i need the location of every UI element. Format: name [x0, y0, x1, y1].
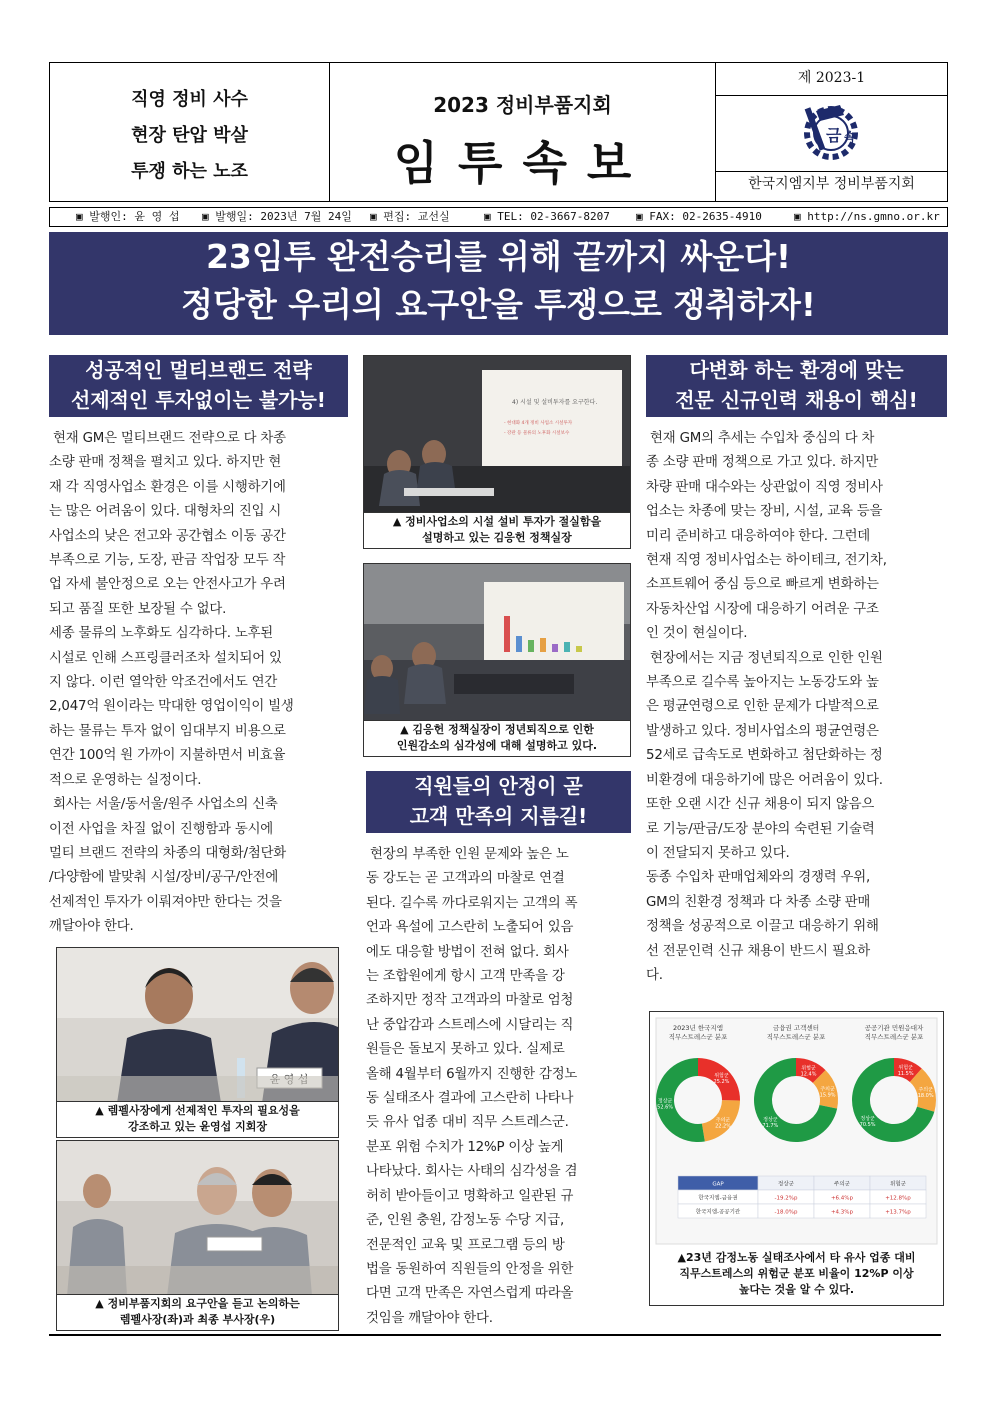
text-line: 자동차산업 시장에 대응하기 어려운 구조 — [646, 601, 879, 617]
segment-value: 25.2% — [713, 1078, 730, 1085]
text-line: 원들은 돌보지 못하고 있다. 실제로 — [366, 1042, 565, 1058]
text-line: 부족으로 기능, 도장, 판금 작업장 모두 작 — [49, 553, 286, 569]
text-line: 현장의 부족한 인원 문제와 높은 노 — [366, 847, 569, 862]
slide-1-title: 4) 시설 및 설비투자를 요구한다. — [512, 399, 598, 406]
info-bar — [49, 207, 948, 227]
segment-value: 70.5% — [859, 1121, 876, 1128]
segment-label: 위험군 — [714, 1072, 729, 1079]
bottom-rule — [49, 1334, 941, 1336]
text-line: 나타났다. 회사는 사태의 심각성을 겸 — [366, 1164, 578, 1180]
text-line: 차량 판매 대수와는 상관없이 직영 정비사 — [646, 479, 883, 495]
text-line: 언과 욕설에 고스란히 노출되어 있음 — [366, 920, 574, 936]
caption-4-line-2: 렘펠사장(좌)과 최종 부사장(우) — [119, 1313, 276, 1326]
gap-table-cell: 한국지엠-금융권 — [698, 1195, 738, 1202]
website-link[interactable]: http://ns.gmno.or.kr — [807, 210, 940, 223]
text-line: 인 것이 현실이다. — [646, 626, 748, 642]
text-line: 미리 준비하고 대응하여야 한다. 그런데 — [646, 528, 871, 544]
text-line: 부족으로 길수록 높아지는 노동강도와 높 — [646, 675, 879, 691]
text-line: 는 많은 어려움이 있다. 대형차의 진입 시 — [49, 504, 282, 520]
photo-caption-2 — [363, 721, 631, 757]
segment-label: 주의군 — [918, 1086, 933, 1093]
masthead — [49, 62, 948, 202]
text-line: 조하지만 정작 고객과의 마찰로 엄청 — [366, 993, 574, 1009]
text-line: 멀티 브랜드 전략의 차종의 대형화/첨단화 — [49, 845, 287, 861]
middle-article-body — [366, 843, 631, 1331]
title-box — [330, 63, 715, 201]
segment-label: 주의군 — [820, 1086, 835, 1093]
slide-1-bullet-1: - 현대화 4개 정비 사업소 시설투자 — [504, 421, 573, 426]
segment-value: 12.4% — [800, 1071, 817, 1078]
chart-title-3: 공공기관 민원응대자 — [864, 1024, 924, 1032]
text-line: 것임을 깨달아야 한다. — [366, 1310, 493, 1326]
text-line: 하는 물류는 투자 없이 임대부지 비용으로 — [49, 723, 286, 739]
segment-label: 주의군 — [715, 1117, 731, 1124]
chart-title-1: 직무스트레스군 분포 — [668, 1033, 728, 1041]
right-article-title — [646, 355, 947, 417]
photo-presentation-1 — [363, 355, 631, 513]
text-line: 또한 오랜 시간 신규 채용이 되지 않음으 — [646, 797, 875, 813]
right-title-line-2: 전문 신규인력 채용이 핵심! — [675, 388, 918, 412]
mid-title-line-2: 고객 만족의 지름길! — [409, 804, 588, 828]
main-headline — [49, 232, 948, 335]
right-article-body — [646, 427, 943, 988]
text-line: 선 전문인력 신규 채용이 반드시 필요하 — [646, 943, 871, 959]
text-line: 적으로 운영하는 실정이다. — [49, 772, 202, 788]
chart-title-1: 2023년 한국지엠 — [672, 1024, 724, 1032]
left-article-body — [49, 427, 348, 940]
slogan-1: 직영 정비 사수 — [131, 89, 248, 110]
segment-value: 15.9% — [819, 1092, 836, 1099]
gap-table-cell: GAP — [712, 1181, 724, 1188]
gap-table-cell: +4.3%p — [830, 1209, 854, 1216]
text-line: 다면 고객 만족은 자연스럽게 따라올 — [366, 1286, 574, 1302]
text-line: 로 기능/판금/도장 분야의 숙련된 기술력 — [646, 821, 875, 837]
text-line: 현재 GM은 멀티브랜드 전략으로 다 차종 — [49, 431, 286, 446]
caption-2-line-1: ▲ 김응헌 정책실장이 정년퇴직으로 인한 — [400, 723, 594, 736]
headline-line-2: 정당한 우리의 요구안을 투쟁으로 쟁취하자! — [181, 285, 816, 324]
photo-presentation-2 — [363, 563, 631, 721]
slogan-2: 현장 탄압 박살 — [131, 125, 248, 146]
photo-rempel-meeting — [56, 947, 339, 1102]
text-line: 발생하고 있다. 정비사업소의 평균연령은 — [646, 723, 879, 739]
text-line: 준, 인원 충원, 감정노동 수당 지급, — [366, 1213, 565, 1229]
text-line: 다. — [646, 967, 663, 983]
text-line: 업 자세 불안정으로 오는 안전사고가 우려 — [49, 577, 286, 593]
text-line: 종 소량 판매 정책으로 가고 있다. 하지만 — [646, 455, 879, 471]
text-line: 동 강도는 곧 고객과의 마찰로 연결 — [366, 871, 565, 887]
mid-title-line-1: 직원들의 안정이 곧 — [414, 774, 583, 798]
gap-table-cell: +6.4%p — [830, 1195, 854, 1202]
chart-caption — [650, 1250, 943, 1298]
text-line: 소량 판매 정책을 펼치고 있다. 하지만 현 — [49, 455, 282, 471]
fax-text: FAX: 02-2635-4910 — [649, 210, 762, 223]
text-line: /다양함에 발맞춰 시설/장비/공구/안전에 — [49, 870, 279, 886]
text-line: 지 않다. 이런 열악한 악조건에서도 연간 — [49, 675, 278, 691]
photo-caption-3 — [56, 1102, 339, 1138]
text-line: 현재 직영 정비사업소는 하이테크, 전기차, — [646, 553, 887, 569]
left-title-line-1: 성공적인 멀티브랜드 전략 — [85, 358, 312, 382]
text-line: 사업소의 낮은 전고와 공간협소 이동 공간 — [49, 528, 286, 544]
text-line: 분포 위험 수치가 12%P 이상 높게 — [366, 1139, 564, 1155]
slogan-3: 투쟁 하는 노조 — [131, 161, 248, 182]
newsletter-title: 임투속보 — [393, 136, 652, 190]
chart-title-2: 금융권 고객센터 — [772, 1024, 820, 1032]
text-line: 에도 대응할 방법이 전혀 없다. 회사 — [366, 944, 569, 960]
text-line: 법을 동원하여 직원들의 안정을 위한 — [366, 1261, 574, 1277]
caption-3-line-2: 강조하고 있는 윤영섭 지회장 — [128, 1120, 267, 1133]
text-line: 52세로 급속도로 변화하고 첨단화하는 정 — [646, 748, 883, 764]
chart-caption-line-3: 높다는 것을 알 수 있다. — [738, 1283, 855, 1296]
slide-1-bullet-2: - 강관 등 물류의 노후화 시설보수 — [504, 431, 570, 436]
branch-name: 한국지엠지부 정비부품지회 — [748, 176, 915, 192]
publish-date: ▣ 발행일: 2023년 7월 24일 — [202, 210, 352, 223]
editor: ▣ 편집: 교선실 — [370, 210, 450, 223]
publisher: ▣ 발행인: 윤 영 섭 — [76, 210, 180, 223]
left-title-line-2: 선제적인 투자없이는 불가능! — [71, 388, 326, 412]
stress-chart-box — [649, 1011, 944, 1306]
gap-table-cell: 정상군 — [778, 1181, 794, 1188]
fax: ▣ FAX: 02-2635-4910 — [636, 210, 762, 223]
text-line: 회사는 서울/동서울/원주 사업소의 신축 — [49, 797, 278, 813]
segment-value: 71.7% — [762, 1122, 779, 1129]
text-line: 현재 GM의 추세는 수입차 중심의 다 차 — [646, 431, 875, 446]
photo-executives — [56, 1140, 339, 1295]
text-line: 허히 받아들이고 명확하고 일관된 규 — [366, 1188, 574, 1204]
segment-value: 18.0% — [917, 1092, 934, 1099]
caption-2-line-2: 인원감소의 심각성에 대해 설명하고 있다. — [396, 739, 598, 752]
issue-box — [715, 63, 947, 201]
telephone-text: TEL: 02-3667-8207 — [497, 210, 610, 223]
caption-1-line-1: ▲ 정비사업소의 시설 설비 투자가 절실함을 — [392, 515, 602, 528]
text-line: 되고 품질 또한 보장될 수 없다. — [49, 601, 227, 617]
segment-value: 22.2% — [715, 1123, 731, 1130]
chart-title-3: 직무스트레스군 분포 — [864, 1033, 924, 1041]
segment-label: 위험군 — [801, 1065, 816, 1072]
left-article-title — [49, 355, 348, 417]
gap-table-cell: 위험군 — [890, 1181, 906, 1188]
gap-table-cell: 한국지엠-공공기관 — [695, 1209, 741, 1216]
issue-number: 제 2023-1 — [716, 63, 947, 96]
text-line: 동 실태조사 결과에 고스란히 나타나 — [366, 1091, 574, 1107]
gap-table-cell: +13.7%p — [885, 1209, 911, 1216]
caption-1-line-2: 설명하고 있는 김응헌 정책실장 — [422, 531, 572, 544]
text-line: GM의 친환경 정책과 다 차종 소량 판매 — [646, 894, 871, 910]
website[interactable]: ▣ http://ns.gmno.or.kr — [794, 210, 940, 223]
union-logo — [716, 95, 947, 172]
text-line: 소프트웨어 중심 등으로 빠르게 변화하는 — [646, 577, 879, 593]
text-line: 깨달아야 한다. — [49, 919, 134, 935]
svg-text:속: 속 — [844, 130, 856, 144]
segment-label: 정상군 — [860, 1115, 875, 1122]
chart-title-2: 직무스트레스군 분포 — [766, 1033, 826, 1041]
text-line: 현장에서는 지금 정년퇴직으로 인한 인원 — [646, 650, 883, 666]
text-line: 이 전달되지 못하고 있다. — [646, 845, 790, 861]
text-line: 올해 4월부터 6월까지 진행한 감정노 — [366, 1066, 578, 1082]
text-line: 비환경에 대응하기에 많은 어려움이 있다. — [646, 772, 883, 788]
slogan-box — [50, 63, 330, 201]
svg-text:금: 금 — [826, 126, 842, 145]
newsletter-subtitle: 2023 정비부품지회 — [433, 93, 612, 117]
right-title-line-1: 다변화 하는 환경에 맞는 — [689, 358, 904, 382]
text-line: 된다. 길수록 까다로워지는 고객의 폭 — [366, 895, 578, 911]
photo-caption-1 — [363, 513, 631, 549]
caption-4-line-1: ▲ 정비부품지회의 요구안을 듣고 논의하는 — [95, 1297, 300, 1310]
text-line: 정책을 성공적으로 이끌고 대응하기 위해 — [646, 919, 879, 935]
editor-text: 편집: 교선실 — [383, 210, 450, 223]
text-line: 는 조합원에게 항시 고객 만족을 강 — [366, 969, 565, 985]
text-line: 세종 물류의 노후화도 심각하다. 노후된 — [49, 626, 274, 642]
chart-caption-line-2: 직무스트레스의 위험군 분포 비율이 12%P 이상 — [679, 1267, 914, 1280]
text-line: 2,047억 원이라는 막대한 영업이익이 빌생 — [49, 699, 294, 715]
publish-date-text: 발행일: 2023년 7월 24일 — [215, 210, 352, 223]
segment-label: 정상군 — [763, 1116, 778, 1123]
segment-value: 11.5% — [897, 1071, 914, 1078]
text-line: 이전 사업을 차질 없이 진행함과 동시에 — [49, 821, 274, 837]
text-line: 전문적인 교육 및 프로그램 등의 방 — [366, 1237, 565, 1253]
publisher-text: 발행인: 윤 영 섭 — [89, 210, 180, 223]
gap-table-cell: -19.2%p — [774, 1195, 798, 1202]
telephone: ▣ TEL: 02-3667-8207 — [484, 210, 610, 223]
segment-label: 위험군 — [898, 1065, 913, 1072]
chart-caption-line-1: ▲23년 감정노동 실태조사에서 타 유사 업종 대비 — [677, 1251, 916, 1264]
text-line: 시설로 인해 스프링클러조차 설치되어 있 — [49, 650, 282, 666]
text-line: 은 평균연령으로 인한 문제가 다발적으로 — [646, 699, 879, 715]
caption-3-line-1: ▲ 렘펠사장에게 선제적인 투자의 필요성을 — [95, 1104, 300, 1117]
headline-line-1: 23임투 완전승리를 위해 끝까지 싸운다! — [205, 237, 792, 276]
photo-caption-4 — [56, 1295, 339, 1331]
gap-table-cell: -18.0%p — [774, 1209, 798, 1216]
segment-value: 52.6% — [657, 1104, 674, 1111]
text-line: 동종 수입차 판매업체와의 경쟁력 우위, — [646, 870, 871, 886]
text-line: 업소는 차종에 맞는 장비, 시설, 교육 등을 — [646, 504, 883, 520]
gap-table-cell: 주의군 — [834, 1181, 850, 1188]
text-line: 듯 유사 업종 대비 직무 스트레스군. — [366, 1115, 569, 1131]
text-line: 재 각 직영사업소 환경은 이를 시행하기에 — [49, 479, 286, 495]
middle-article-title — [366, 771, 631, 833]
text-line: 연간 100억 원 가까이 지불하면서 비효율 — [49, 748, 286, 764]
stress-donut-charts — [650, 1012, 943, 1252]
segment-label: 정상군 — [657, 1098, 673, 1105]
text-line: 난 중압감과 스트레스에 시달리는 직 — [366, 1017, 574, 1033]
text-line: 선제적인 투자가 이뤄져야만 한다는 것을 — [49, 894, 282, 910]
gap-table-cell: +12.8%p — [885, 1195, 911, 1202]
